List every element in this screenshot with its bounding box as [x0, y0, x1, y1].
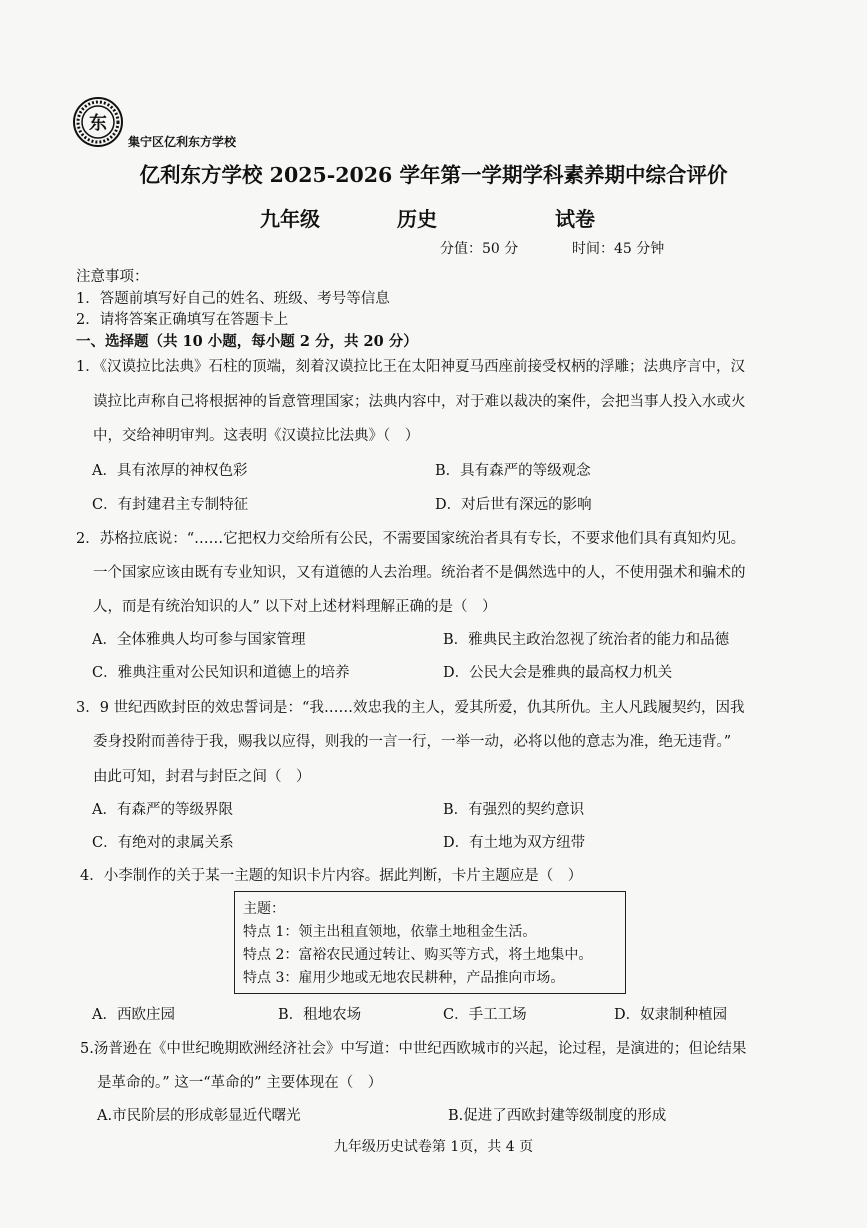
notice-heading: 注意事项： — [76, 269, 149, 285]
school-logo — [72, 96, 124, 148]
page-footer: 九年级历史试卷第 1页，共 4 页 — [333, 1139, 534, 1155]
card-line: 特点 2：富裕农民通过转让、购买等方式，将土地集中。 — [243, 947, 593, 963]
q2-option-a: A．全体雅典人均可参与国家管理 — [92, 632, 306, 648]
grade-label: 九年级 — [260, 207, 320, 231]
question-2-line: 2．苏格拉底说：“……它把权力交给所有公民，不需要国家统治者具有专长，不要求他们具有真知灼见。 — [76, 531, 746, 547]
card-line: 主题： — [243, 901, 285, 917]
question-4-line: 4．小李制作的关于某一主题的知识卡片内容。据此判断，卡片主题应是（ ） — [80, 868, 583, 884]
q4-option-c: C．手工工场 — [443, 1007, 527, 1023]
notice-item: 2．请将答案正确填写在答题卡上 — [76, 312, 289, 328]
question-3-line: 3．9 世纪西欧封臣的效忠誓词是：“我……效忠我的主人，爱其所爱，仇其所仇。主人凡践履契约，因我 — [76, 700, 745, 716]
knowledge-card — [234, 891, 626, 994]
q5-option-b: B.促进了西欧封建等级制度的形成 — [448, 1108, 667, 1124]
exam-title: 亿利东方学校 2025-2026 学年第一学期学科素养期中综合评价 — [139, 163, 728, 187]
time-info: 时间：45 分钟 — [572, 241, 665, 257]
question-2-line: 一个国家应该由既有专业知识，又有道德的人去治理。统治者不是偶然选中的人，不使用强术和骗术的 — [93, 565, 746, 581]
score-info: 分值：50 分 — [440, 241, 519, 257]
school-name-small: 集宁区亿利东方学校 — [128, 135, 237, 149]
q3-option-c: C．有绝对的隶属关系 — [92, 835, 234, 851]
q2-option-d: D．公民大会是雅典的最高权力机关 — [443, 665, 673, 681]
subject-label: 历史 — [397, 207, 437, 231]
question-3-line: 由此可知，封君与封臣之间（ ） — [93, 769, 311, 785]
q1-option-a: A．具有浓厚的神权色彩 — [92, 463, 248, 479]
question-2-line: 人，而是有统治知识的人” 以下对上述材料理解正确的是（ ） — [93, 599, 497, 615]
q2-option-b: B．雅典民主政治忽视了统治者的能力和品德 — [443, 632, 730, 648]
question-1-line: 1．《汉谟拉比法典》石柱的顶端，刻着汉谟拉比王在太阳神夏马西座前接受权柄的浮雕；法典序言中，汉 — [76, 359, 745, 375]
logo-mark: 东 — [89, 113, 107, 134]
q3-option-d: D．有土地为双方纽带 — [443, 835, 586, 851]
q5-option-a: A.市民阶层的形成彰显近代曙光 — [97, 1108, 301, 1124]
question-1-line: 中，交给神明审判。这表明《汉谟拉比法典》（ ） — [93, 428, 420, 444]
section-heading: 一、选择题（共 10 小题，每小题 2 分，共 20 分） — [76, 333, 418, 350]
question-5-line: 是革命的。” 这一“革命的” 主要体现在（ ） — [97, 1075, 383, 1091]
q1-option-d: D．对后世有深远的影响 — [435, 497, 592, 513]
q4-option-b: B．租地农场 — [278, 1007, 362, 1023]
notice-item: 1．答题前填写好自己的姓名、班级、考号等信息 — [76, 291, 390, 307]
question-5-line: 5.汤普逊在《中世纪晚期欧洲经济社会》中写道：中世纪西欧城市的兴起，论过程，是演进的；但论结果 — [80, 1041, 747, 1057]
card-line: 特点 3：雇用少地或无地农民耕种，产品推向市场。 — [243, 970, 565, 986]
card-line: 特点 1：领主出租直领地，依靠土地租金生活。 — [243, 924, 537, 940]
q1-option-b: B．具有森严的等级观念 — [435, 463, 591, 479]
q4-option-d: D．奴隶制种植园 — [614, 1007, 728, 1023]
q3-option-a: A．有森严的等级界限 — [92, 802, 233, 818]
q4-option-a: A．西欧庄园 — [92, 1007, 175, 1023]
question-3-line: 委身投附而善待于我，赐我以应得，则我的一言一行，一举一动，必将以他的意志为准，绝无违背。” — [93, 734, 732, 750]
paper-label: 试卷 — [555, 207, 595, 231]
q3-option-b: B．有强烈的契约意识 — [443, 802, 585, 818]
question-1-line: 谟拉比声称自己将根据神的旨意管理国家；法典内容中，对于难以裁决的案件，会把当事人投入水或火 — [93, 394, 746, 410]
q1-option-c: C．有封建君主专制特征 — [92, 497, 249, 513]
q2-option-c: C．雅典注重对公民知识和道德上的培养 — [92, 665, 350, 681]
